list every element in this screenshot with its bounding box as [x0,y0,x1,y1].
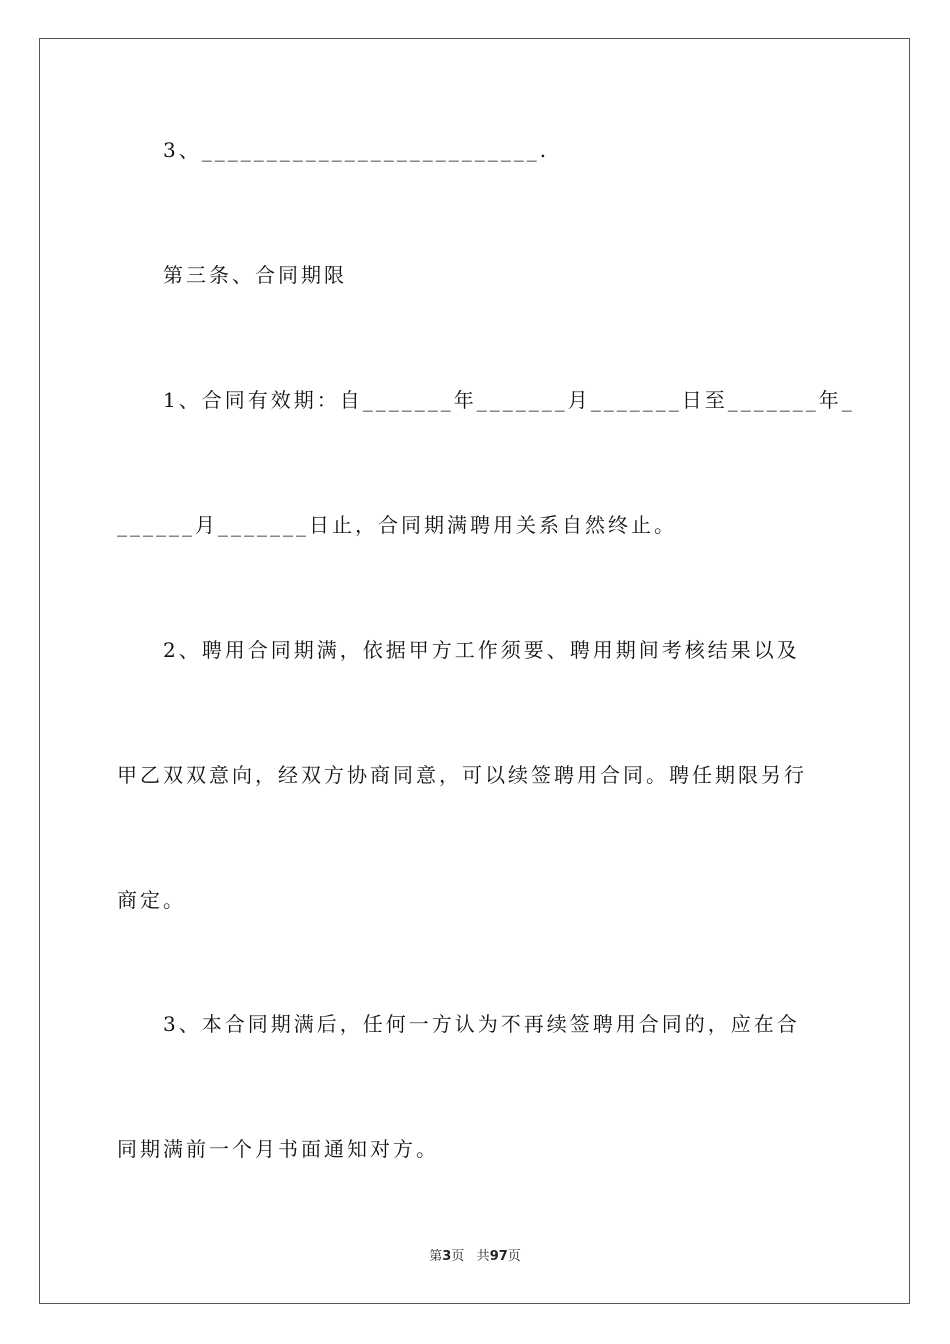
paragraph-1-line-1: 1、合同有效期：自_______年_______月_______日至_______年_ [163,388,855,412]
total-prefix: 共 [476,1249,490,1264]
page-number: 3 [442,1249,452,1264]
paragraph-2-line-3: 商定。 [117,888,186,912]
paragraph-3-line-2: 同期满前一个月书面通知对方。 [117,1137,439,1161]
paragraph-3-line-1: 3、本合同期满后，任何一方认为不再续签聘用合同的，应在合 [163,1012,800,1036]
list-item-3-blank: 3、__________________________. [163,138,550,162]
page-suffix: 页 [451,1249,465,1264]
paragraph-2-line-2: 甲乙双双意向，经双方协商同意，可以续签聘用合同。聘任期限另行 [117,763,807,787]
total-pages: 97 [489,1249,508,1264]
paragraph-2-line-1: 2、聘用合同期满，依据甲方工作须要、聘用期间考核结果以及 [163,638,800,662]
section-heading-contract-term: 第三条、合同期限 [163,263,347,287]
paragraph-1-line-2: ______月_______日止，合同期满聘用关系自然终止。 [117,513,677,537]
page-border [39,38,910,1304]
page-prefix: 第 [429,1249,443,1264]
page-footer [0,1248,950,1266]
total-suffix: 页 [507,1249,521,1264]
